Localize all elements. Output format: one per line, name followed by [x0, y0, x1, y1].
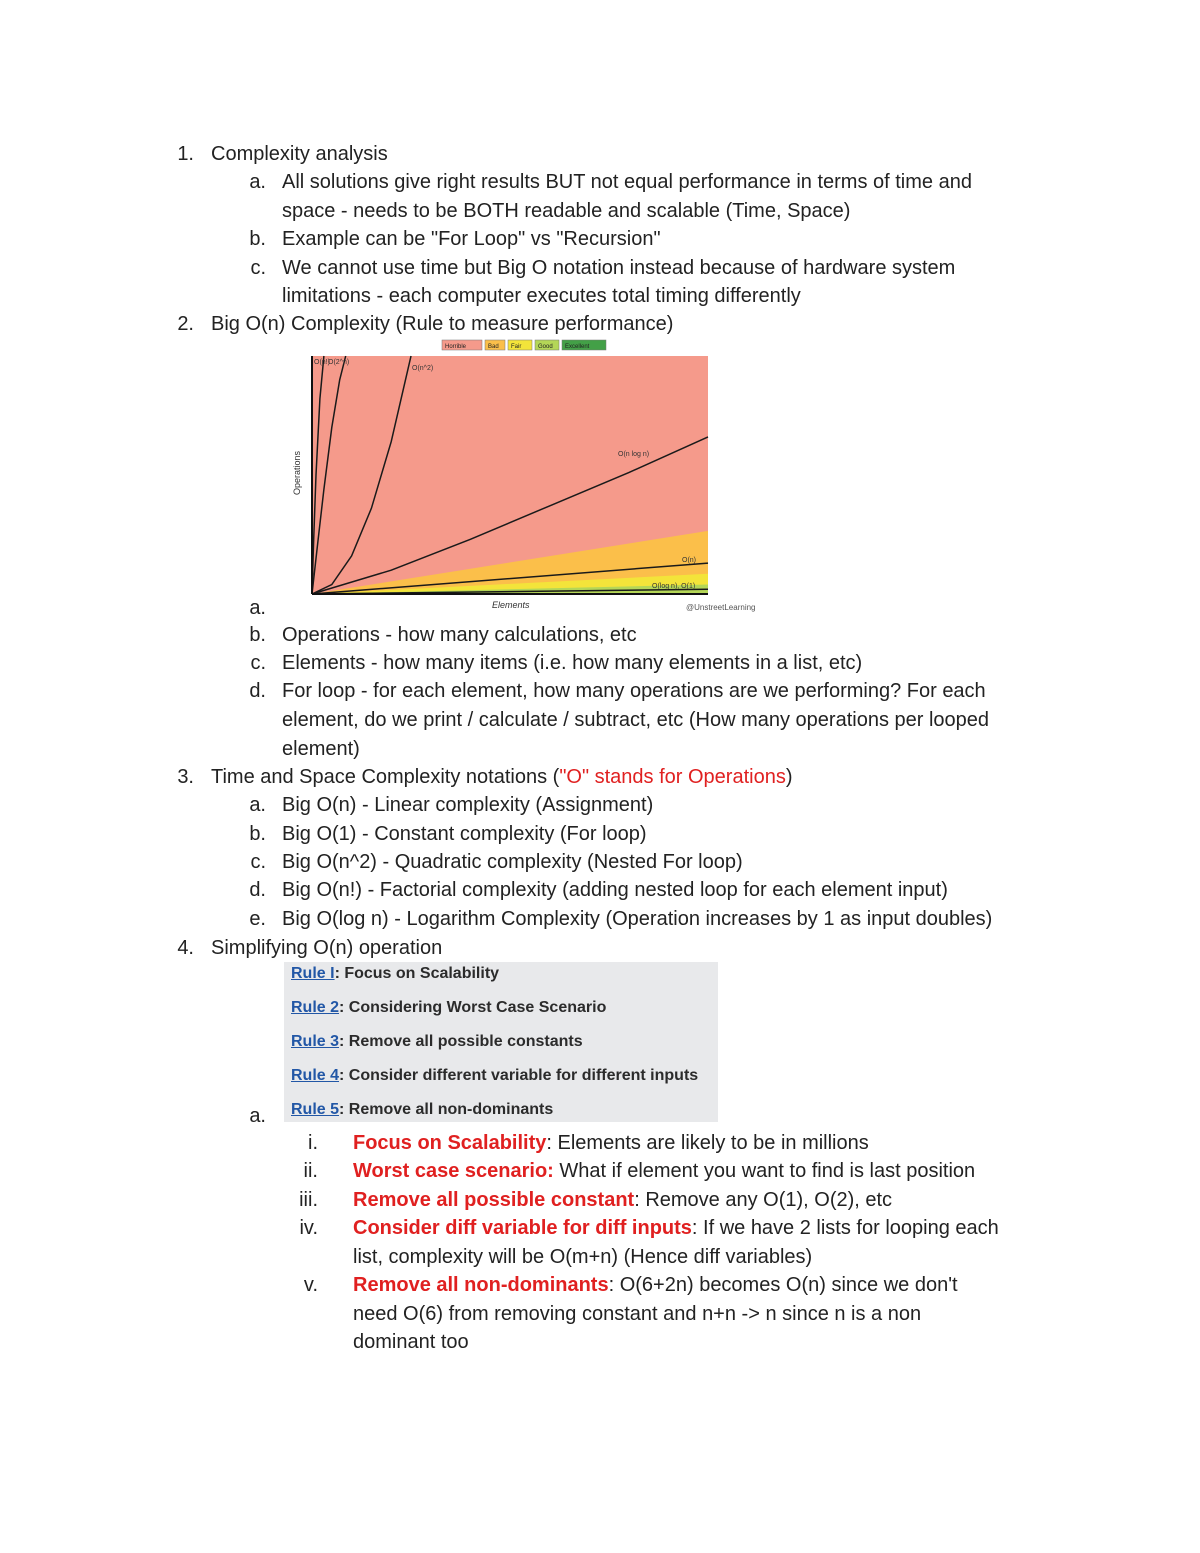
roman-marker: iii.	[299, 1189, 318, 1211]
heading-highlight: "O" stands for Operations	[559, 766, 786, 788]
list-marker: c.	[250, 652, 266, 674]
list-marker: d.	[249, 680, 266, 702]
heading-text: )	[785, 766, 793, 788]
rule-entry	[291, 1031, 583, 1053]
heading-text: Time and Space Complexity notations (	[211, 766, 560, 788]
list-item-text: Big O(n) - Linear complexity (Assignment)	[282, 794, 654, 816]
list-marker: b.	[249, 823, 266, 845]
subitem-keyword: Worst case scenario:	[353, 1160, 554, 1182]
rule-entry	[291, 1065, 698, 1087]
list-marker: e.	[249, 908, 266, 930]
rule-link[interactable]: Rule I	[291, 965, 335, 982]
roman-marker: iv.	[299, 1217, 318, 1239]
list-item-text: Big O(n^2) - Quadratic complexity (Nested For loop)	[282, 851, 743, 873]
list-marker: b.	[249, 228, 266, 250]
list-item-text: We cannot use time but Big O notation instead because of hardware system	[282, 257, 956, 279]
list-marker: c.	[250, 257, 266, 279]
list-item-text: All solutions give right results BUT not equal performance in terms of time and	[282, 171, 972, 193]
rule-entry	[291, 997, 606, 1019]
list-item-text: Big O(1) - Constant complexity (For loop)	[282, 823, 647, 845]
rule-entry	[291, 1099, 553, 1121]
list-marker: a.	[249, 171, 266, 193]
rule-text: : Focus on Scalability	[334, 965, 500, 982]
subitem-text	[353, 1186, 892, 1214]
rule-link[interactable]: Rule 2	[291, 999, 340, 1016]
subitem-rest: : Remove any O(1), O(2), etc	[634, 1189, 893, 1211]
list-number: 1.	[177, 143, 194, 165]
chart-legend	[442, 340, 606, 350]
list-number: 3.	[177, 766, 194, 788]
series-label: O(log n), O(1)	[652, 583, 696, 590]
series-label: O(n!)	[314, 359, 330, 366]
roman-marker: i.	[308, 1132, 318, 1154]
legend-label: Horrible	[445, 344, 467, 350]
subitem-rest: : O(6+2n) becomes O(n) since we don't	[608, 1274, 958, 1296]
subitem-text	[353, 1157, 975, 1185]
rule-text: : Considering Worst Case Scenario	[339, 999, 607, 1016]
rule-link[interactable]: Rule 5	[291, 1101, 340, 1118]
legend-label: Fair	[511, 344, 522, 350]
section-heading: Big O(n) Complexity (Rule to measure performance)	[211, 313, 674, 335]
section-heading: Simplifying O(n) operation	[211, 937, 443, 959]
legend-label: Bad	[488, 344, 499, 350]
subitem-text	[353, 1214, 999, 1242]
rule-link[interactable]: Rule 3	[291, 1033, 340, 1050]
subitem-text	[353, 1271, 958, 1299]
roman-marker: ii.	[303, 1160, 318, 1182]
list-marker: a.	[249, 1105, 266, 1127]
legend-label: Good	[538, 344, 553, 350]
list-marker: d.	[249, 879, 266, 901]
list-marker: a.	[249, 597, 266, 619]
list-marker: c.	[250, 851, 266, 873]
series-label: O(n log n)	[618, 451, 650, 458]
x-axis-label: Elements	[492, 600, 530, 610]
section-heading: Complexity analysis	[211, 143, 388, 165]
list-item-text: Example can be "For Loop" vs "Recursion"	[282, 228, 661, 250]
rule-entry	[291, 963, 499, 985]
list-number: 4.	[177, 937, 194, 959]
subitem-keyword: Focus on Scalability	[353, 1132, 547, 1154]
rule-text: : Remove all possible constants	[339, 1033, 583, 1050]
list-item-text: Elements - how many items (i.e. how many elements in a list, etc)	[282, 652, 863, 674]
y-axis-label: Operations	[292, 450, 302, 495]
rule-link[interactable]: Rule 4	[291, 1067, 340, 1084]
list-item-text: For loop - for each element, how many operations are we performing? For each	[282, 680, 986, 702]
rule-text: : Consider different variable for different inputs	[339, 1067, 699, 1084]
subitem-text	[353, 1129, 869, 1157]
subitem-rest: : If we have 2 lists for looping each	[691, 1217, 999, 1239]
subitem-keyword: Remove all possible constant	[353, 1189, 635, 1211]
series-label: O(2^n)	[328, 359, 350, 366]
subitem-rest: What if element you want to find is last position	[553, 1160, 976, 1182]
series-label: O(n^2)	[412, 365, 434, 372]
list-number: 2.	[177, 313, 194, 335]
section-heading	[211, 763, 793, 791]
subitem-keyword: Remove all non-dominants	[353, 1274, 609, 1296]
rule-text: : Remove all non-dominants	[339, 1101, 554, 1118]
subitem-continuation: dominant too	[353, 1331, 469, 1353]
series-label: O(n)	[682, 557, 696, 564]
rules-image	[284, 962, 718, 1122]
chart-watermark: @UnstreetLearning	[686, 603, 756, 612]
roman-marker: v.	[303, 1274, 318, 1296]
big-o-complexity-chart	[292, 336, 778, 616]
list-item-text: Big O(n!) - Factorial complexity (adding nested loop for each element input)	[282, 879, 948, 901]
list-item-text: Big O(log n) - Logarithm Complexity (Operation increases by 1 as input doubles)	[282, 908, 993, 930]
list-item-text: Operations - how many calculations, etc	[282, 624, 637, 646]
list-item-text: element)	[282, 738, 360, 760]
list-item-text: space - needs to be BOTH readable and scalable (Time, Space)	[282, 200, 851, 222]
legend-label: Excellent	[565, 344, 590, 350]
list-marker: a.	[249, 794, 266, 816]
subitem-continuation: list, complexity will be O(m+n) (Hence diff variables)	[353, 1246, 813, 1268]
subitem-rest: : Elements are likely to be in millions	[546, 1132, 869, 1154]
subitem-keyword: Consider diff variable for diff inputs	[353, 1217, 692, 1239]
chart-zones	[312, 356, 708, 594]
list-item-text: limitations - each computer executes total timing differently	[282, 285, 801, 307]
subitem-continuation: need O(6) from removing constant and n+n -> n since n is a non	[353, 1303, 922, 1325]
list-marker: b.	[249, 624, 266, 646]
list-item-text: element, do we print / calculate / subtract, etc (How many operations per looped	[282, 709, 990, 731]
